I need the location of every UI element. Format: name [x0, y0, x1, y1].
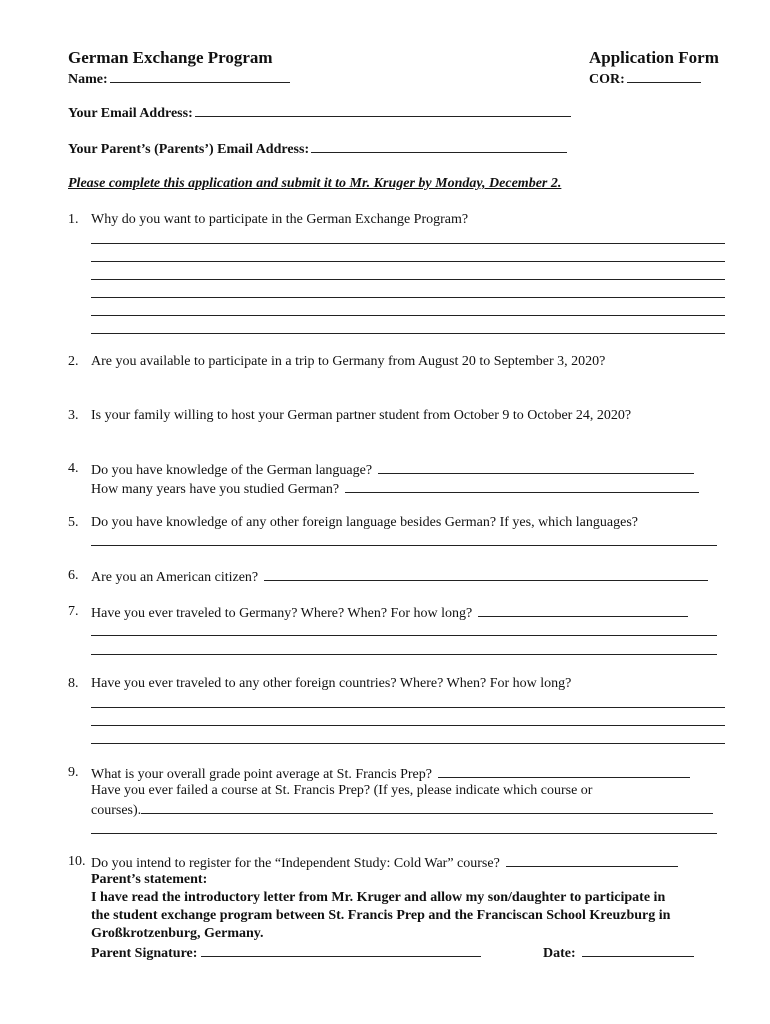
question-10-text: Do you intend to register for the “Independent Study: Cold War” course?: [91, 856, 500, 871]
parent-statement-line-2: the student exchange program between St. Francis Prep and the Franciscan School Kreuzburg in: [91, 908, 671, 923]
question-7-number: 7.: [68, 604, 79, 619]
question-1-number: 1.: [68, 212, 79, 227]
question-1-text: Why do you want to participate in the German Exchange Program?: [91, 212, 469, 227]
question-7-text: Have you ever traveled to Germany? Where? When? For how long?: [91, 606, 473, 621]
question-1-answer-line[interactable]: [91, 333, 725, 334]
question-4-line-1: [91, 461, 694, 479]
question-1-answer-line[interactable]: [91, 261, 725, 262]
name-blank[interactable]: [110, 70, 290, 83]
parent-email-field: [68, 140, 567, 158]
gpa-blank[interactable]: [438, 765, 690, 778]
question-6-text: Are you an American citizen?: [91, 570, 259, 585]
years-studied-blank[interactable]: [345, 480, 699, 493]
question-1-answer-line[interactable]: [91, 297, 725, 298]
cor-field: [589, 70, 701, 88]
question-7-line: [91, 604, 688, 622]
question-7-answer-line[interactable]: [91, 654, 717, 655]
question-8-text: Have you ever traveled to any other foreign countries? Where? When? For how long?: [91, 676, 572, 691]
question-6-number: 6.: [68, 568, 79, 583]
parent-signature-field: [91, 944, 481, 962]
question-1-answer-line[interactable]: [91, 279, 725, 280]
question-10-number: 10.: [68, 854, 86, 869]
question-3-text: Is your family willing to host your German partner student from October 9 to October 24, 2020?: [91, 408, 632, 423]
instruction-text: Please complete this application and submit it to Mr. Kruger by Monday, December 2.: [68, 176, 562, 191]
question-4-line-2: [91, 480, 699, 498]
question-4-text: Do you have knowledge of the German language?: [91, 463, 373, 478]
question-10-line: [91, 854, 678, 872]
question-9-answer-line[interactable]: [91, 833, 717, 834]
cor-label: COR:: [589, 72, 625, 87]
parent-statement-line-1: I have read the introductory letter from Mr. Kruger and allow my son/daughter to participate in: [91, 890, 666, 905]
question-8-number: 8.: [68, 676, 79, 691]
question-8-answer-line[interactable]: [91, 725, 725, 726]
name-label: Name:: [68, 72, 108, 87]
date-blank[interactable]: [582, 944, 694, 957]
question-8-answer-line[interactable]: [91, 707, 725, 708]
name-field: [68, 70, 290, 88]
failed-course-blank[interactable]: [141, 801, 713, 814]
date-field: [543, 944, 694, 962]
question-1-answer-line[interactable]: [91, 315, 725, 316]
email-field: [68, 104, 571, 122]
question-4-number: 4.: [68, 461, 79, 476]
cor-blank[interactable]: [627, 70, 701, 83]
parent-statement-line-3: Großkrotzenburg, Germany.: [91, 926, 264, 941]
question-4-subtext: How many years have you studied German?: [91, 482, 340, 497]
question-9-line-3: [91, 801, 713, 819]
question-2-text: Are you available to participate in a trip to Germany from August 20 to September 3, 2020?: [91, 354, 606, 369]
question-6-line: [91, 568, 708, 586]
parent-email-label: Your Parent’s (Parents’) Email Address:: [68, 142, 310, 157]
question-9-subtext: Have you ever failed a course at St. Francis Prep? (If yes, please indicate which course or: [91, 783, 593, 798]
email-blank[interactable]: [195, 104, 571, 117]
parent-email-blank[interactable]: [311, 140, 567, 153]
parent-statement-heading: Parent’s statement:: [91, 872, 208, 887]
form-title: Application Form: [589, 48, 719, 67]
question-9-number: 9.: [68, 765, 79, 780]
parent-signature-label: Parent Signature:: [91, 946, 198, 961]
citizen-blank[interactable]: [264, 568, 708, 581]
question-3-number: 3.: [68, 408, 79, 423]
date-label: Date:: [543, 946, 576, 961]
german-knowledge-blank[interactable]: [378, 461, 694, 474]
email-label: Your Email Address:: [68, 106, 193, 121]
question-8-answer-line[interactable]: [91, 743, 725, 744]
question-9-subtext-2: courses).: [91, 803, 142, 818]
independent-study-blank[interactable]: [506, 854, 678, 867]
question-5-number: 5.: [68, 515, 79, 530]
question-5-answer-line[interactable]: [91, 545, 717, 546]
program-title: German Exchange Program: [68, 48, 273, 67]
question-9-text: What is your overall grade point average at St. Francis Prep?: [91, 767, 432, 782]
question-7-answer-line[interactable]: [91, 635, 717, 636]
question-2-number: 2.: [68, 354, 79, 369]
question-1-answer-line[interactable]: [91, 243, 725, 244]
question-9-line-1: [91, 765, 690, 783]
question-5-text: Do you have knowledge of any other foreign language besides German? If yes, which languages?: [91, 515, 638, 530]
parent-signature-blank[interactable]: [201, 944, 481, 957]
germany-travel-blank[interactable]: [478, 604, 688, 617]
